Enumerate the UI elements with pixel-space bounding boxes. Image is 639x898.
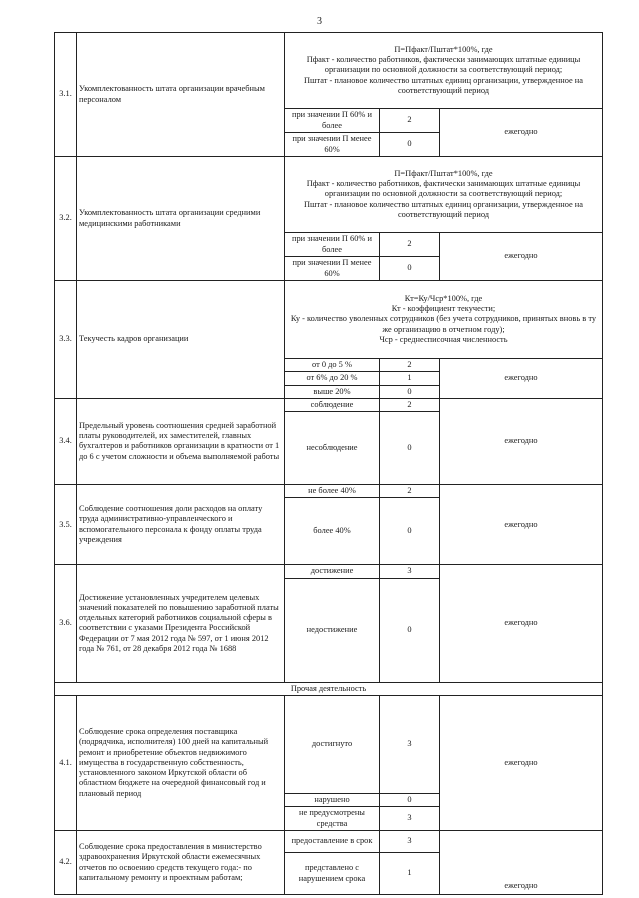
formula-line: Пфакт - количество работников, фактически занимающих штатные единицы организации по основной должности за соответствующий период; bbox=[306, 179, 581, 199]
row-number: 3.4. bbox=[55, 398, 77, 484]
points-cell: 2 bbox=[380, 233, 440, 257]
condition-cell: представлено с нарушением срока bbox=[285, 853, 380, 895]
formula-line: Кт=Ку/Чср*100%, где bbox=[404, 293, 483, 303]
period-cell: ежегодно bbox=[440, 109, 603, 157]
criteria-table bbox=[54, 32, 603, 895]
period-cell: ежегодно bbox=[440, 485, 603, 565]
condition-cell: нарушено bbox=[285, 793, 380, 806]
section-row bbox=[55, 682, 603, 695]
points-cell: 0 bbox=[380, 412, 440, 485]
points-cell: 0 bbox=[380, 133, 440, 157]
formula-cell bbox=[285, 157, 603, 233]
formula-line: Пфакт - количество работников, фактически занимающих штатные единицы организации по основной должности за соответствующий период; bbox=[306, 55, 581, 75]
points-cell: 3 bbox=[380, 695, 440, 793]
row-number: 4.2. bbox=[55, 831, 77, 895]
points-cell: 3 bbox=[380, 565, 440, 578]
indicator-name: Укомплектованность штата организации врачебным персоналом bbox=[77, 33, 285, 157]
row-number: 3.3. bbox=[55, 281, 77, 399]
condition-cell: более 40% bbox=[285, 498, 380, 565]
indicator-name: Укомплектованность штата организации средними медицинскими работниками bbox=[77, 157, 285, 281]
page-number: 3 bbox=[317, 16, 322, 27]
table-row bbox=[55, 565, 603, 578]
condition-cell: недостижение bbox=[285, 578, 380, 682]
formula-line: Чср - среднесписочная численность bbox=[379, 334, 508, 344]
period-cell: ежегодно bbox=[440, 831, 603, 895]
table-row bbox=[55, 398, 603, 411]
formula-line: П=Пфакт/Пштат*100%, где bbox=[394, 168, 493, 178]
condition-cell: соблюдение bbox=[285, 398, 380, 411]
points-cell: 2 bbox=[380, 359, 440, 372]
condition-cell: при значении П менее 60% bbox=[285, 133, 380, 157]
section-title: Прочая деятельность bbox=[55, 682, 603, 695]
points-cell: 2 bbox=[380, 109, 440, 133]
points-cell: 2 bbox=[380, 398, 440, 411]
formula-line: Пштат - плановое количество штатных единиц организации, утвержденное на соответствующий период bbox=[303, 199, 583, 219]
table-row bbox=[55, 33, 603, 109]
indicator-name: Достижение установленных учредителем целевых значений показателей по повышению заработной платы отдельных категорий работников социальной сферы в соответствии с указами Президента Российской Федерации от 7 мая 2012 года № 597, от 1 июня 2012 года № 761, от 28 декабря 2012 года № 1688 bbox=[77, 565, 285, 682]
indicator-name: Соблюдение соотношения доли расходов на оплату труда административно-управленческого и вспомогательного персонала к фонду оплаты труда учреждения bbox=[77, 485, 285, 565]
points-cell: 1 bbox=[380, 853, 440, 895]
row-number: 3.2. bbox=[55, 157, 77, 281]
condition-cell: достигнуто bbox=[285, 695, 380, 793]
period-cell: ежегодно bbox=[440, 695, 603, 830]
indicator-name: Текучесть кадров организации bbox=[77, 281, 285, 399]
points-cell: 1 bbox=[380, 372, 440, 385]
formula-line: Ку - количество уволенных сотрудников (без учета сотрудников, принятых вновь в ту же организацию в отчетном году); bbox=[290, 314, 597, 334]
condition-cell: при значении П 60% и более bbox=[285, 109, 380, 133]
formula-cell bbox=[285, 33, 603, 109]
points-cell: 2 bbox=[380, 485, 440, 498]
formula-cell bbox=[285, 281, 603, 359]
points-cell: 0 bbox=[380, 498, 440, 565]
condition-cell: от 0 до 5 % bbox=[285, 359, 380, 372]
formula-line: Пштат - плановое количество штатных единиц организации, утвержденное на соответствующий период bbox=[303, 75, 583, 95]
row-number: 4.1. bbox=[55, 695, 77, 830]
condition-cell: выше 20% bbox=[285, 385, 380, 398]
indicator-name: Соблюдение срока определения поставщика (подрядчика, исполнителя) 100 дней на капитальный ремонт и приобретение объектов недвижимого имущества в государственную собственность, установленного законом Иркутской области об областном бюджете на очередной финансовый год и плановый период bbox=[77, 695, 285, 830]
table-row bbox=[55, 485, 603, 498]
period-cell: ежегодно bbox=[440, 398, 603, 484]
table-row bbox=[55, 695, 603, 793]
condition-cell: при значении П менее 60% bbox=[285, 257, 380, 281]
condition-cell: предоставление в срок bbox=[285, 831, 380, 853]
points-cell: 0 bbox=[380, 385, 440, 398]
condition-cell: не более 40% bbox=[285, 485, 380, 498]
points-cell: 3 bbox=[380, 831, 440, 853]
points-cell: 0 bbox=[380, 793, 440, 806]
condition-cell: от 6% до 20 % bbox=[285, 372, 380, 385]
points-cell: 0 bbox=[380, 578, 440, 682]
points-cell: 0 bbox=[380, 257, 440, 281]
period-cell: ежегодно bbox=[440, 233, 603, 281]
table-row bbox=[55, 831, 603, 853]
points-cell: 3 bbox=[380, 807, 440, 831]
condition-cell: не предусмотрены средства bbox=[285, 807, 380, 831]
row-number: 3.1. bbox=[55, 33, 77, 157]
formula-line: П=Пфакт/Пштат*100%, где bbox=[394, 44, 493, 54]
condition-cell: несоблюдение bbox=[285, 412, 380, 485]
period-cell: ежегодно bbox=[440, 565, 603, 682]
table-row bbox=[55, 281, 603, 359]
condition-cell: при значении П 60% и более bbox=[285, 233, 380, 257]
formula-line: Кт - коэффициент текучести; bbox=[391, 304, 496, 314]
row-number: 3.6. bbox=[55, 565, 77, 682]
row-number: 3.5. bbox=[55, 485, 77, 565]
table-row bbox=[55, 157, 603, 233]
indicator-name: Предельный уровень соотношения средней заработной платы руководителей, их заместителей, главных бухгалтеров и работников организации в кратности от 1 до 6 с учетом сложности и объема выполняемой работы bbox=[77, 398, 285, 484]
condition-cell: достижение bbox=[285, 565, 380, 578]
period-cell: ежегодно bbox=[440, 359, 603, 399]
indicator-name: Соблюдение срока предоставления в министерство здравоохранения Иркутской области ежемесячных отчетов по освоению средств текущего года:- по капитальному ремонту и проектным работам; bbox=[77, 831, 285, 895]
